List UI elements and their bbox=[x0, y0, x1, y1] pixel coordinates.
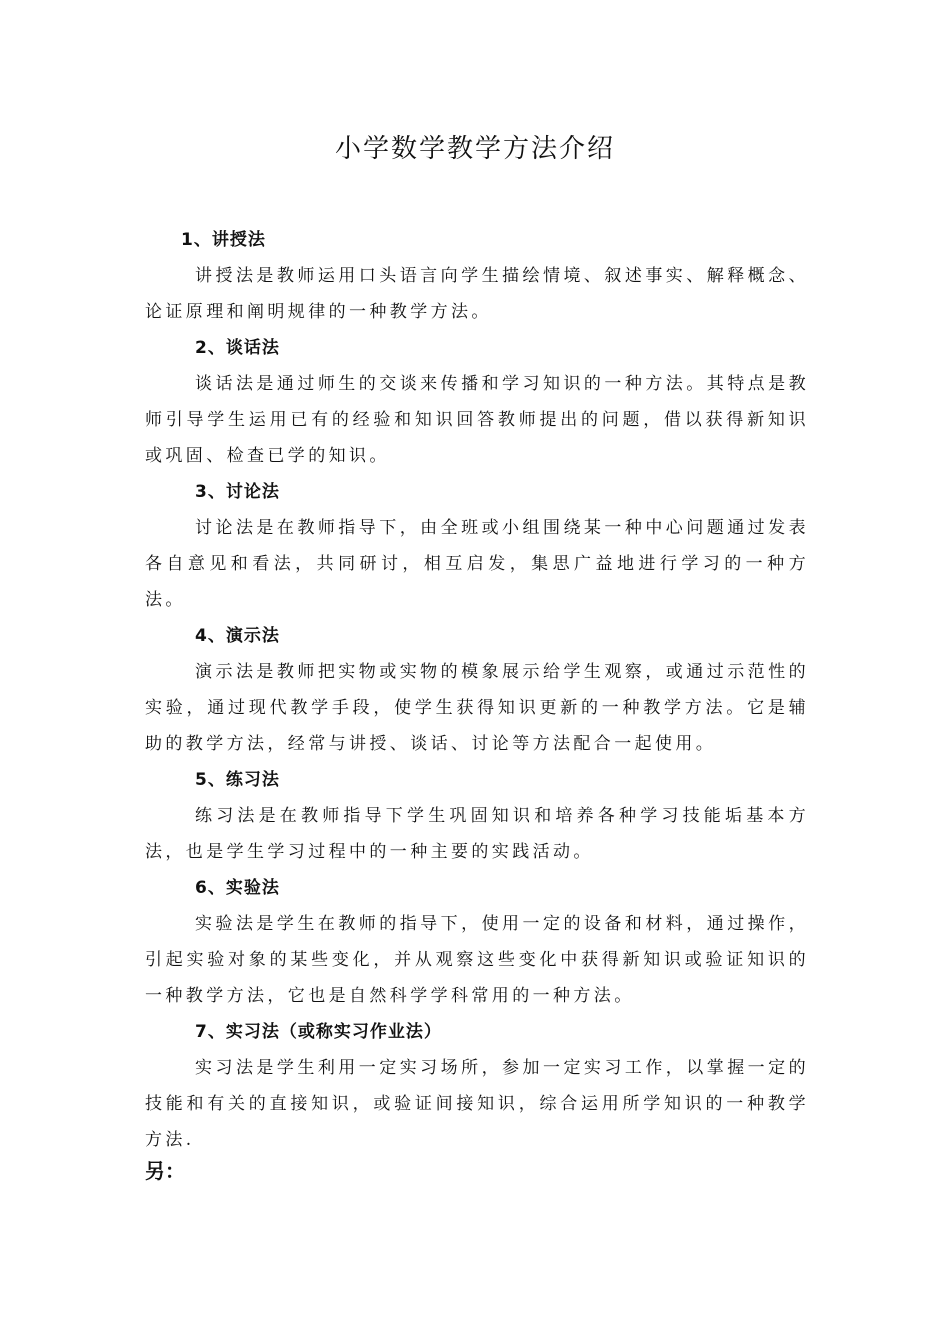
extra-label: 另： bbox=[145, 1159, 185, 1183]
section-paragraph: 演示法是教师把实物或实物的模象展示给学生观察，或通过示范性的实验，通过现代教学手段，使学生获得知识更新的一种教学方法。它是辅助的教学方法，经常与讲授、谈话、讨论等方法配合一起使用。 bbox=[145, 662, 809, 754]
section-paragraph: 实验法是学生在教师的指导下，使用一定的设备和材料，通过操作，引起实验对象的某些变化，并从观察这些变化中获得新知识或验证知识的一种教学方法，它也是自然科学学科常用的一种方法。 bbox=[145, 914, 809, 1006]
section-heading: 6、实验法 bbox=[195, 878, 280, 898]
section-heading: 5、练习法 bbox=[195, 770, 280, 790]
section-heading: 2、谈话法 bbox=[195, 338, 280, 358]
section-internship bbox=[145, 1014, 809, 1158]
section-discussion bbox=[145, 474, 809, 618]
section-demonstration bbox=[145, 618, 809, 762]
section-paragraph: 实习法是学生利用一定实习场所，参加一定实习工作，以掌握一定的技能和有关的直接知识，或验证间接知识，综合运用所学知识的一种教学方法. bbox=[145, 1058, 809, 1150]
section-paragraph: 练习法是在教师指导下学生巩固知识和培养各种学习技能垢基本方法，也是学生学习过程中的一种主要的实践活动。 bbox=[145, 806, 809, 862]
section-paragraph: 讨论法是在教师指导下，由全班或小组围绕某一种中心问题通过发表各自意见和看法，共同研讨，相互启发，集思广益地进行学习的一种方法。 bbox=[145, 518, 809, 610]
section-heading: 4、演示法 bbox=[195, 626, 280, 646]
section-lecture bbox=[145, 222, 809, 330]
page-title: 小学数学教学方法介绍 bbox=[334, 134, 615, 164]
section-experiment bbox=[145, 870, 809, 1014]
section-paragraph: 谈话法是通过师生的交谈来传播和学习知识的一种方法。其特点是教师引导学生运用已有的经验和知识回答教师提出的问题，借以获得新知识或巩固、检查已学的知识。 bbox=[145, 374, 809, 466]
section-heading: 7、实习法（或称实习作业法） bbox=[195, 1022, 442, 1042]
section-practice bbox=[145, 762, 809, 870]
section-conversation bbox=[145, 330, 809, 474]
section-heading: 1、讲授法 bbox=[181, 230, 266, 250]
section-paragraph: 讲授法是教师运用口头语言向学生描绘情境、叙述事实、解释概念、论证原理和阐明规律的一种教学方法。 bbox=[145, 266, 809, 322]
document-body bbox=[145, 222, 809, 1158]
section-heading: 3、讨论法 bbox=[195, 482, 280, 502]
